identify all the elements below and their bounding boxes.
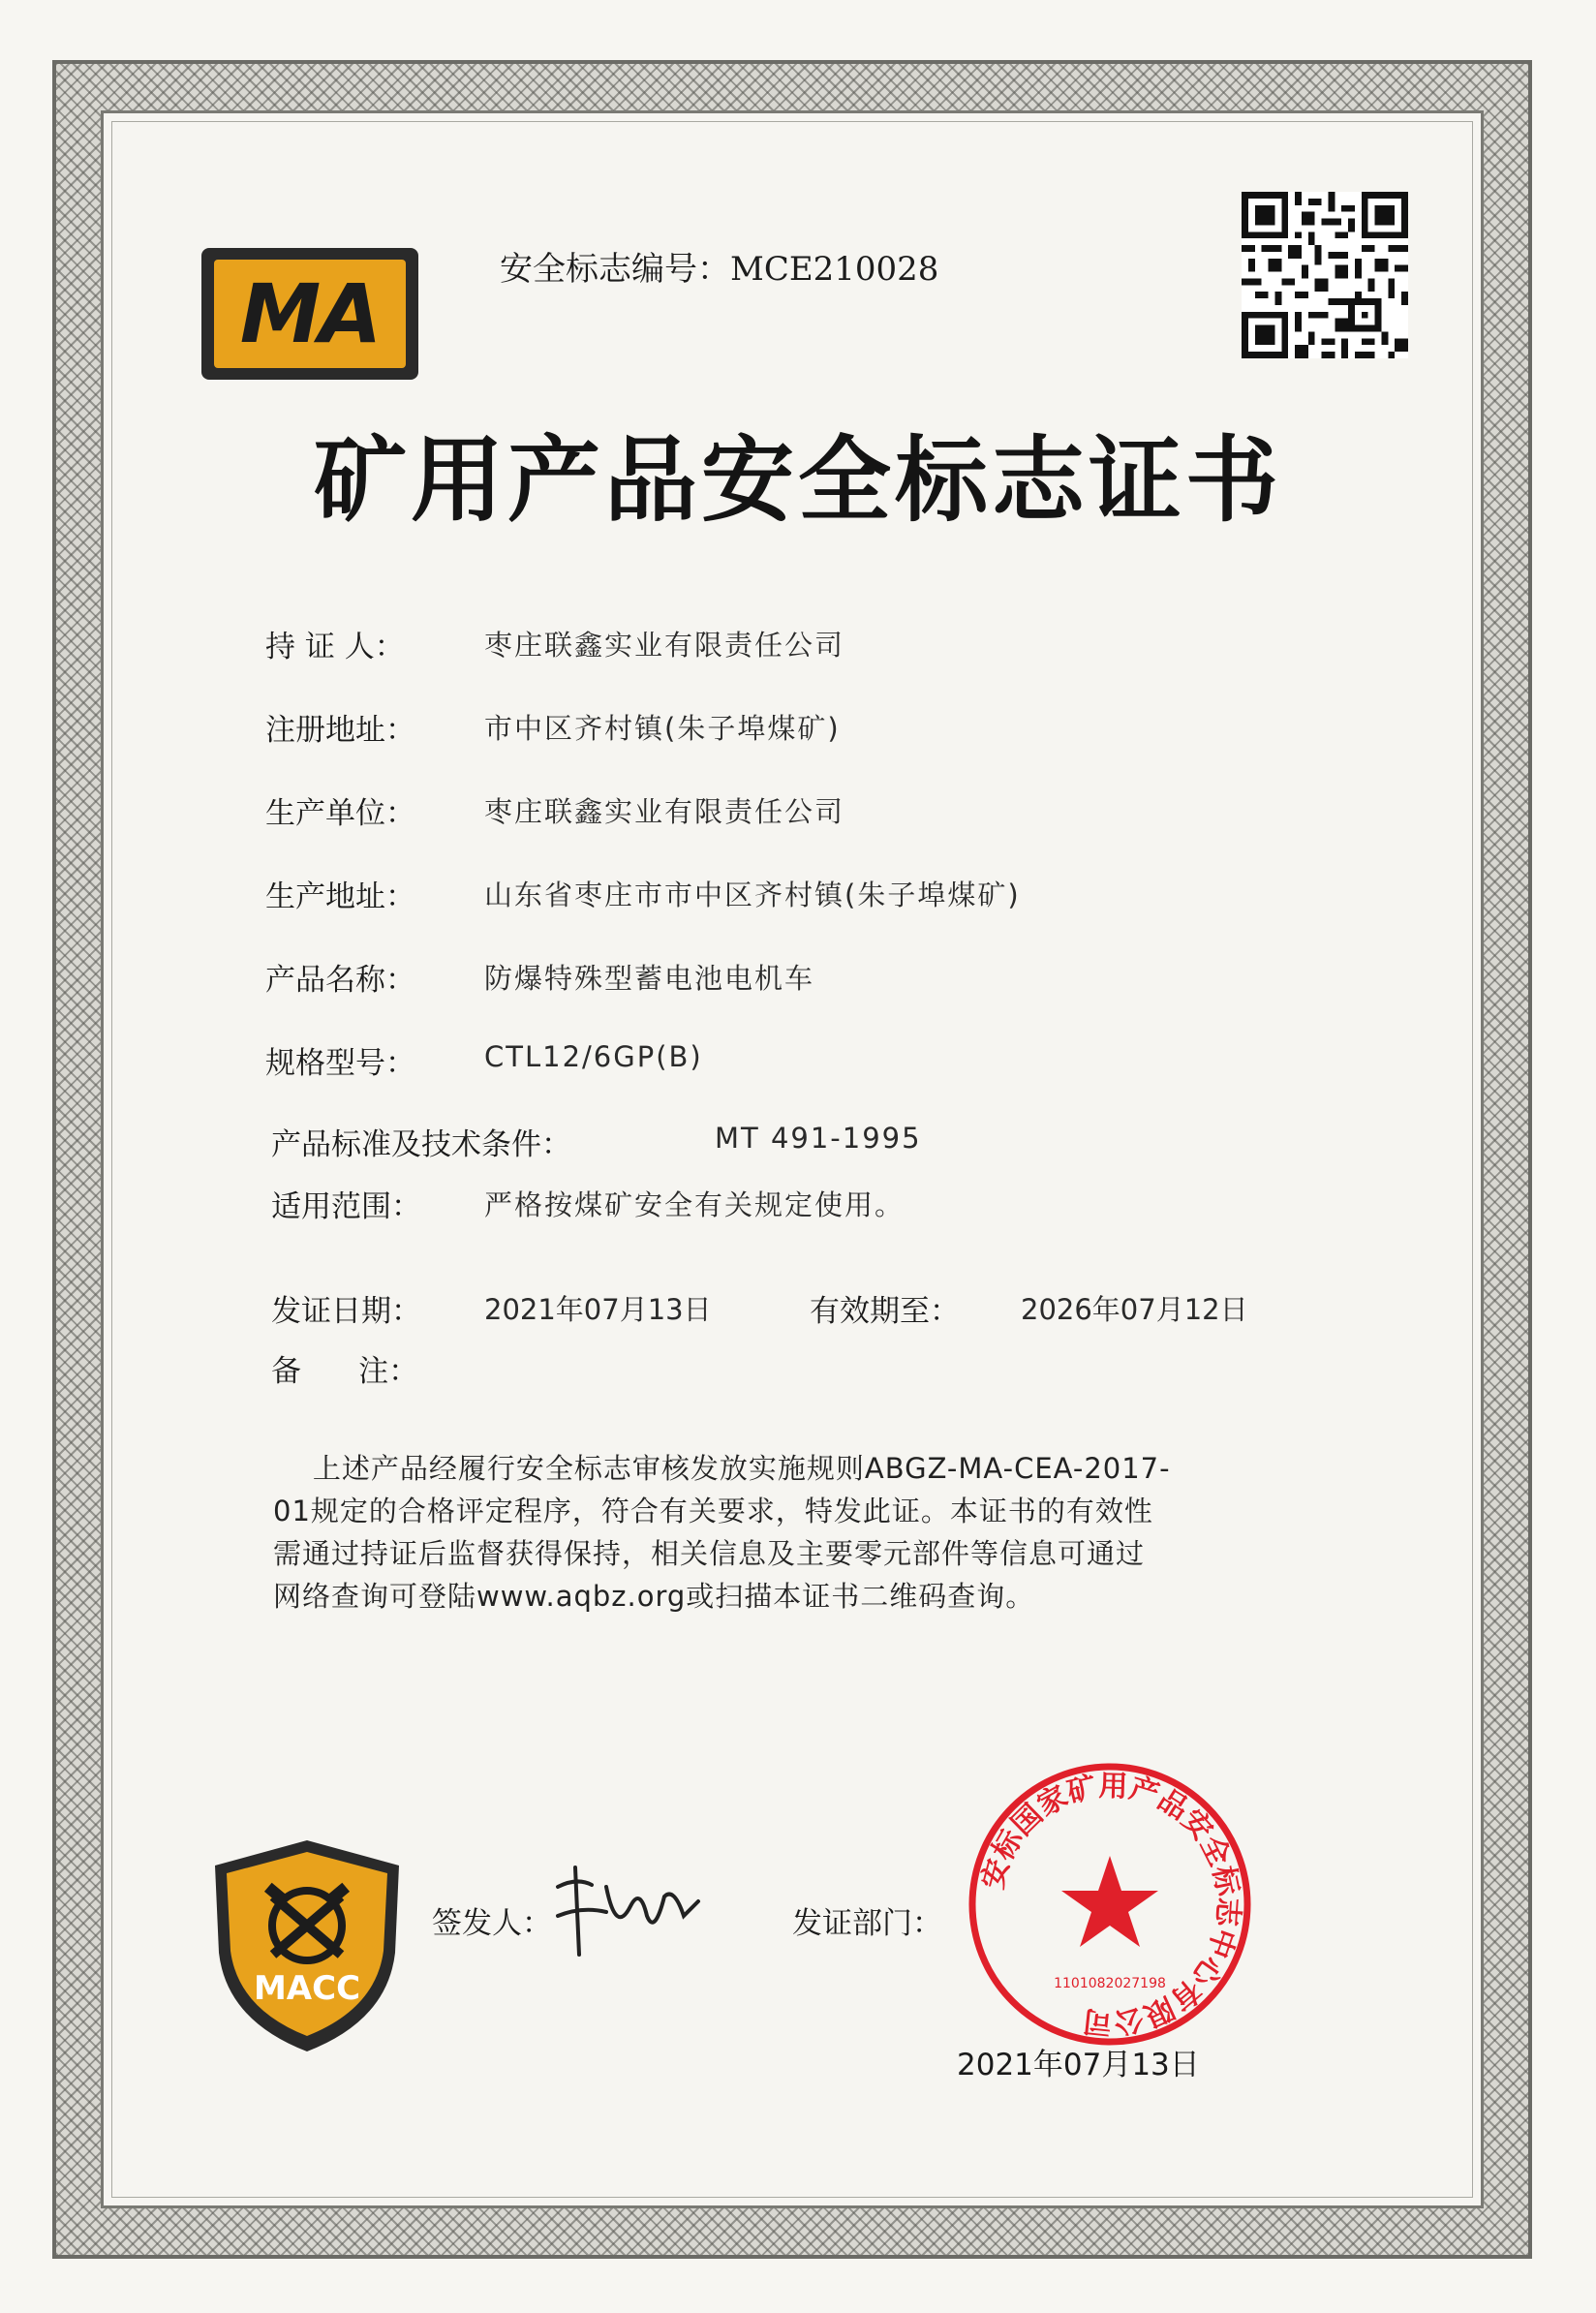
- ma-logo-text: MA: [239, 266, 381, 361]
- statement-line: 需通过持证后监督获得保持，相关信息及主要零元部件等信息可通过: [273, 1537, 1146, 1570]
- signer-label: 签发人：: [432, 1906, 552, 1941]
- statement-line: 网络查询可登陆www.aqbz.org或扫描本证书二维码查询。: [273, 1580, 1035, 1613]
- macc-shield-logo: [205, 1836, 409, 2055]
- issuing-department-label: 发证部门：: [792, 1906, 942, 1941]
- production-address-label: 生产地址：: [265, 879, 415, 914]
- certificate-number: [500, 242, 938, 290]
- handwritten-signature: [538, 1848, 713, 1964]
- macc-text: MACC: [253, 1969, 361, 2008]
- registered-address-label: 注册地址：: [265, 713, 415, 748]
- certificate-number-value: MCE210028: [730, 250, 939, 289]
- certificate-title: 矿用产品安全标志证书: [314, 425, 1282, 535]
- product-name-label: 产品名称：: [265, 963, 415, 998]
- seal-number: 1101082027198: [1054, 1976, 1166, 1991]
- ma-logo: [201, 248, 418, 380]
- standard-label: 产品标准及技术条件：: [271, 1127, 571, 1162]
- statement-line: 01规定的合格评定程序，符合有关要求，特发此证。本证书的有效性: [273, 1495, 1153, 1527]
- product-name-value: 防爆特殊型蓄电池电机车: [484, 962, 815, 995]
- scope-label: 适用范围：: [271, 1189, 421, 1224]
- model-label: 规格型号：: [265, 1046, 415, 1081]
- valid-until-label: 有效期至：: [810, 1294, 960, 1329]
- statement-line: 上述产品经履行安全标志审核发放实施规则ABGZ-MA-CEA-2017-: [273, 1452, 1171, 1485]
- seal-date: 2021年07月13日: [957, 2048, 1200, 2082]
- qr-code: [1242, 192, 1408, 358]
- holder-label: 持 证 人：: [265, 630, 405, 664]
- issue-date-value: 2021年07月13日: [484, 1293, 712, 1326]
- registered-address-value: 市中区齐村镇(朱子埠煤矿): [484, 712, 841, 745]
- standard-value: MT 491-1995: [715, 1122, 922, 1155]
- issue-date-label: 发证日期：: [271, 1294, 421, 1329]
- remarks-label: 备 注：: [271, 1354, 419, 1389]
- model-value: CTL12/6GP(B): [484, 1040, 703, 1073]
- manufacturer-value: 枣庄联鑫实业有限责任公司: [484, 795, 845, 828]
- certification-statement: [273, 1447, 1319, 1618]
- certificate-number-label: 安全标志编号：: [500, 250, 730, 289]
- holder-value: 枣庄联鑫实业有限责任公司: [484, 629, 845, 662]
- official-red-seal: [965, 1759, 1255, 2050]
- manufacturer-label: 生产单位：: [265, 796, 415, 831]
- scope-value: 严格按煤矿安全有关规定使用。: [484, 1188, 905, 1221]
- valid-until-value: 2026年07月12日: [1021, 1293, 1248, 1326]
- production-address-value: 山东省枣庄市市中区齐村镇(朱子埠煤矿): [484, 879, 1021, 911]
- seal-text: 安标国家矿用产品安全标志中心有限公司: [975, 1769, 1245, 2040]
